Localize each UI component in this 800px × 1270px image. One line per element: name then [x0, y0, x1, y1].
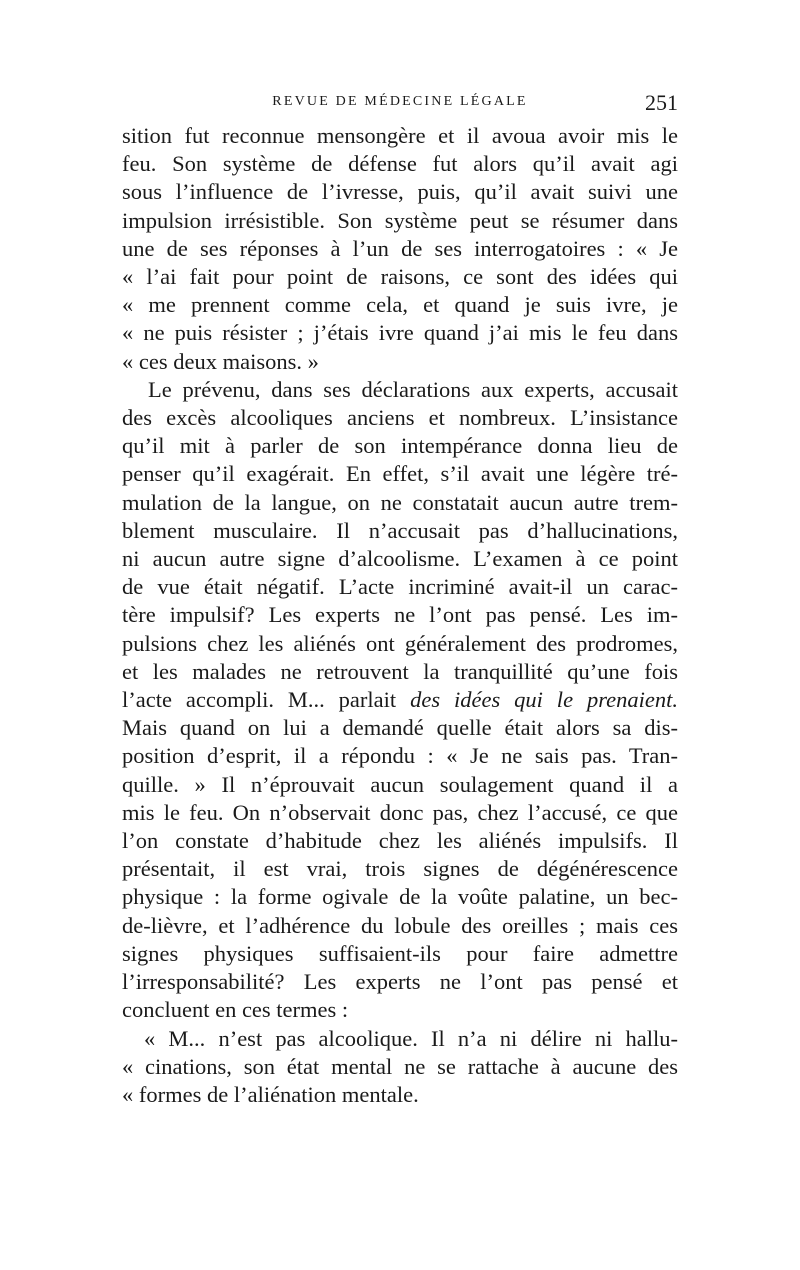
quote-line: « ces deux maisons. »: [122, 348, 319, 374]
text-line: l’on constate d’habitude chez les aliénés impulsifs. Il: [122, 828, 678, 854]
quote-line: « cinations, son état mental ne se rattache à aucune des: [122, 1053, 678, 1079]
page-number: 251: [645, 90, 678, 115]
text-line: penser qu’il exagérait. En effet, s’il avait une légère tré-: [122, 461, 678, 487]
text-line-with-italic: [122, 686, 678, 714]
text-line: mulation de la langue, on ne constatait aucun autre trem-: [122, 489, 678, 515]
text-line: et les malades ne retrouvent la tranquillité qu’une fois: [122, 658, 678, 684]
quote-line: « formes de l’aliénation mentale.: [122, 1081, 419, 1107]
text-line: quille. » Il n’éprouvait aucun soulagement quand il a: [122, 771, 678, 797]
quote-line: « l’ai fait pour point de raisons, ce sont des idées qui: [122, 264, 678, 290]
body-text: [122, 122, 678, 1109]
text-line: pulsions chez les aliénés ont généralement des prodromes,: [122, 630, 678, 656]
text-line: une de ses réponses à l’un de ses interrogatoires : « Je: [122, 235, 678, 261]
text-line: signes physiques suffisaient-ils pour faire admettre: [122, 940, 678, 966]
italic-phrase: des idées qui le prenaient.: [410, 687, 678, 713]
text-line: présentait, il est vrai, trois signes de dégénérescence: [122, 856, 678, 882]
text-line: sous l’influence de l’ivresse, puis, qu’il avait suivi une: [122, 179, 678, 205]
text-line: concluent en ces termes :: [122, 997, 349, 1023]
quote-line: « me prennent comme cela, et quand je suis ivre, je: [122, 292, 678, 318]
text-line: qu’il mit à parler de son intempérance donna lieu de: [122, 433, 678, 459]
text-line: Mais quand on lui a demandé quelle était alors sa dis-: [122, 715, 678, 741]
quote-line: « ne puis résister ; j’étais ivre quand j’ai mis le feu dans: [122, 320, 678, 346]
text-line: de vue était négatif. L’acte incriminé avait-il un carac-: [122, 574, 678, 600]
text-line: mis le feu. On n’observait donc pas, chez l’accusé, ce que: [122, 799, 678, 825]
text-line: impulsion irrésistible. Son système peut se résumer dans: [122, 207, 678, 233]
text-line: des excès alcooliques anciens et nombreux. L’insistance: [122, 405, 678, 431]
text-line: position d’esprit, il a répondu : « Je ne sais pas. Tran-: [122, 743, 678, 769]
text-line: blement musculaire. Il n’accusait pas d’hallucinations,: [122, 517, 678, 543]
text-line: l’irresponsabilité? Les experts ne l’ont pas pensé et: [122, 969, 678, 995]
paragraph-start-line: Le prévenu, dans ses déclarations aux experts, accusait: [148, 376, 678, 402]
running-head: [122, 90, 678, 120]
running-title: REVUE DE MÉDECINE LÉGALE: [272, 94, 528, 109]
quote-line: « M... n’est pas alcoolique. Il n’a ni délire ni hallu-: [144, 1025, 678, 1051]
text-segment: l’acte accompli. M... parlait: [122, 687, 397, 713]
text-line: feu. Son système de défense fut alors qu’il avait agi: [122, 151, 678, 177]
text-line: tère impulsif? Les experts ne l’ont pas pensé. Les im-: [122, 602, 678, 628]
text-line: ni aucun autre signe d’alcoolisme. L’examen à ce point: [122, 546, 678, 572]
text-line: de-lièvre, et l’adhérence du lobule des oreilles ; mais ces: [122, 912, 678, 938]
text-line: sition fut reconnue mensongère et il avoua avoir mis le: [122, 123, 678, 148]
text-line: physique : la forme ogivale de la voûte palatine, un bec-: [122, 884, 678, 910]
